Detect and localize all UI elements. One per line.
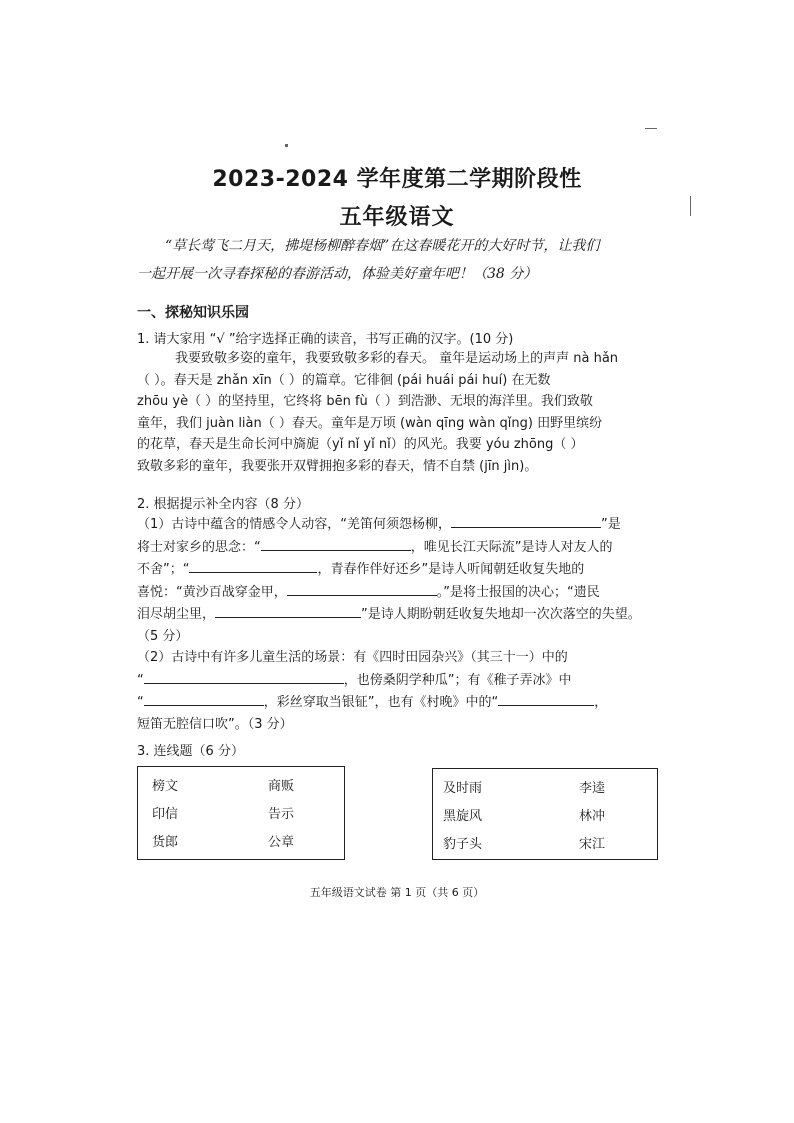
question-1-passage <box>137 348 657 477</box>
passage-line: 我要致敬多姿的童年，我要致敬多彩的春天。 童年是运动场上的声声 nà hǎn <box>175 351 619 366</box>
poem-text: ，唯见长江天际流”是诗人对友人的 <box>410 539 613 555</box>
question-2-prompt: 2. 根据提示补全内容（8 分） <box>137 497 309 512</box>
intro-line: “草长莺飞二月天，拂堤杨柳醉春烟”在这春暖花开的大好时节，让我们 <box>165 238 600 254</box>
matching-box-left <box>137 766 345 860</box>
match-item[interactable]: 李逵 <box>579 781 606 796</box>
answer-blank[interactable] <box>189 558 317 573</box>
points-label: （5 分） <box>137 628 189 644</box>
match-item[interactable]: 告示 <box>268 807 295 822</box>
poem-text: ，彩丝穿取当银钲”，也有《村晚》中的“ <box>263 695 499 710</box>
page-footer: 五年级语文试卷 第 1 页（共 6 页） <box>309 886 485 899</box>
answer-blank[interactable] <box>144 669 344 684</box>
passage-line: 童年，我们 juàn liàn（ ）春天。童年是万顷 (wàn qīng wàn qǐng) 田野里缤纷 <box>137 415 603 431</box>
poem-text: 短笛无腔信口吹”。（3 分） <box>137 716 293 732</box>
poem-text: ， <box>594 695 608 710</box>
answer-blank[interactable] <box>261 536 411 551</box>
poem-text: （2）古诗中有许多儿童生活的场景：有《四时田园杂兴》（其三十一）中的 <box>137 650 568 665</box>
question-3-prompt: 3. 连线题（6 分） <box>137 744 244 759</box>
passage-line: zhōu yè（ ）的坚持里，它终将 bēn fù（ ）到浩渺、无垠的海洋里。我们致敬 <box>137 394 593 409</box>
answer-blank[interactable] <box>215 603 361 618</box>
scan-mark <box>645 128 657 129</box>
answer-blank[interactable] <box>287 581 437 596</box>
match-item[interactable]: 榜文 <box>152 779 179 794</box>
poem-text: 不舍”；“ <box>137 562 190 577</box>
match-item[interactable]: 货郎 <box>152 835 179 850</box>
poem-text: ，青春作伴好还乡”是诗人听闻朝廷收复失地的 <box>317 562 585 577</box>
question-2-part2 <box>137 647 657 735</box>
match-item[interactable]: 印信 <box>152 807 179 822</box>
answer-blank[interactable] <box>144 691 264 706</box>
scan-mark <box>285 144 288 147</box>
poem-text: 泪尽胡尘里， <box>137 607 216 622</box>
question-1-prompt: 1. 请大家用 “√ ”给字选择正确的读音，书写正确的汉字。(10 分) <box>137 332 514 347</box>
intro-line: 一起开展一次寻春探秘的春游活动，体验美好童年吧！（38 分） <box>137 266 538 282</box>
match-item[interactable]: 林冲 <box>579 809 606 824</box>
match-item[interactable]: 商贩 <box>268 779 295 794</box>
poem-text: （1）古诗中蕴含的情感令人动容，“羌笛何须怨杨柳， <box>137 517 452 532</box>
section-heading: 一、探秘知识乐园 <box>137 305 249 321</box>
poem-text: ”是诗人期盼朝廷收复失地却一次次落空的失望。 <box>361 607 641 622</box>
intro-paragraph <box>137 232 667 288</box>
passage-line: （ ）。春天是 zhǎn xīn（ ）的篇章。它徘徊 (pái huái pái huí) 在无数 <box>137 372 551 388</box>
poem-text: 。”是将士报国的决心；“遗民 <box>436 584 600 600</box>
match-item[interactable]: 宋江 <box>579 837 606 852</box>
match-item[interactable]: 及时雨 <box>443 781 483 796</box>
passage-line: 的花草，春天是生命长河中旖旎（yǐ nǐ yǐ nǐ）的风光。我要 yóu zhōng（ ） <box>137 437 584 452</box>
answer-blank[interactable] <box>498 691 594 706</box>
poem-text: 将士对家乡的思念：“ <box>137 539 261 555</box>
poem-text: ”是 <box>601 517 621 532</box>
match-item[interactable]: 黑旋风 <box>443 809 483 824</box>
poem-text: 喜悦：“黄沙百战穿金甲， <box>137 584 287 600</box>
passage-line: 致敬多彩的童年，我要张开双臂拥抱多彩的春天，情不自禁 (jīn jìn)。 <box>137 458 538 474</box>
matching-box-right <box>432 768 658 860</box>
exam-title: 2023-2024 学年度第二学期阶段性 <box>212 167 582 192</box>
poem-text: ，也傍桑阴学种瓜”；有《稚子弄冰》中 <box>343 672 572 688</box>
poem-text: “ <box>137 672 144 688</box>
match-item[interactable]: 豹子头 <box>443 837 483 852</box>
answer-blank[interactable] <box>451 513 601 528</box>
question-2-part1 <box>137 513 657 647</box>
match-item[interactable]: 公章 <box>268 835 295 850</box>
exam-subject: 五年级语文 <box>339 205 455 230</box>
poem-text: “ <box>137 695 144 710</box>
